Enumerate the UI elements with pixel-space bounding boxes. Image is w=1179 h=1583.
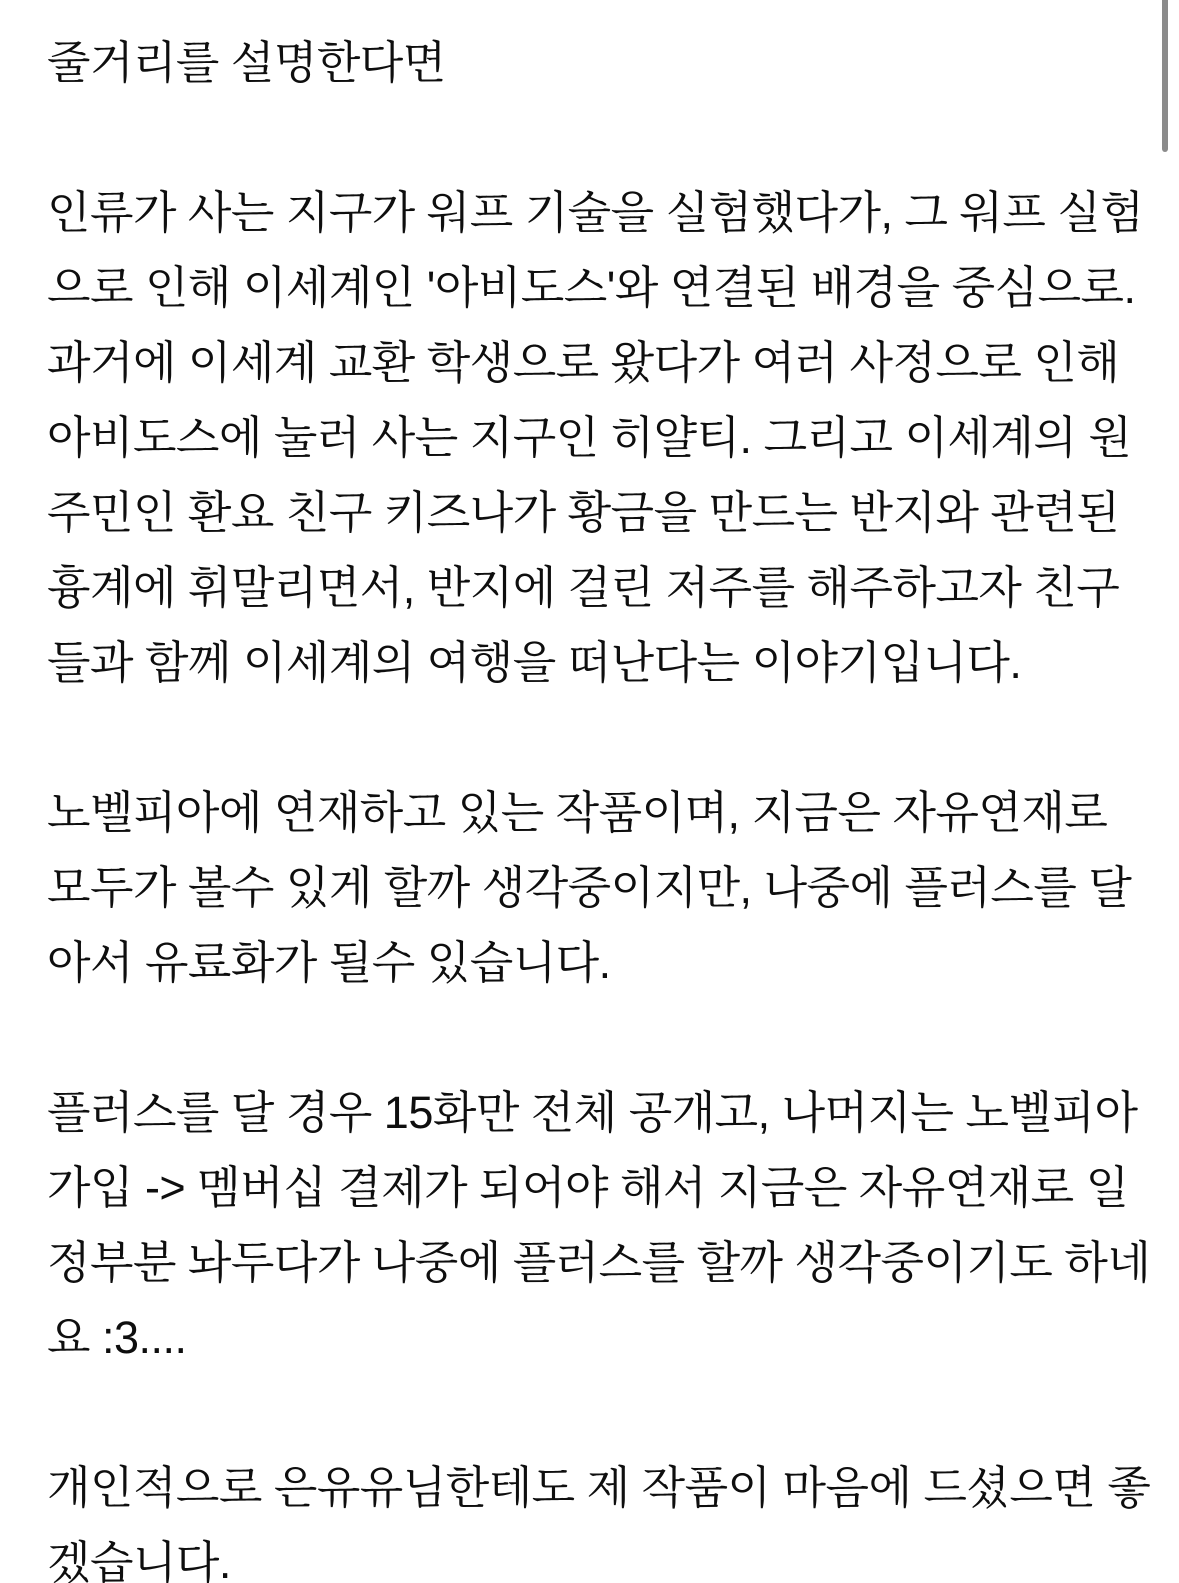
scrollbar-thumb[interactable]: [1162, 0, 1168, 152]
text-line: 주민인 환요 친구 키즈나가 황금을 만드는 반지와 관련된: [47, 487, 1120, 538]
text-line: 정부분 놔두다가 나중에 플러스를 할까 생각중이기도 하네: [47, 1237, 1151, 1288]
text-line: 가입 -> 멤버십 결제가 되어야 해서 지금은 자유연재로 일: [47, 1162, 1129, 1213]
paragraph: [47, 1075, 1151, 1375]
text-line: 흉계에 휘말리면서, 반지에 걸린 저주를 해주하고자 친구: [47, 562, 1120, 613]
paragraph: [47, 775, 1137, 1000]
text-line: 들과 함께 이세계의 여행을 떠난다는 이야기입니다.: [47, 637, 1022, 688]
text-line: 아서 유료화가 될수 있습니다.: [47, 937, 611, 988]
paragraph: [47, 175, 1144, 700]
text-line: 모두가 볼수 있게 할까 생각중이지만, 나중에 플러스를 달: [47, 862, 1132, 913]
text-line: 인류가 사는 지구가 워프 기술을 실험했다가, 그 워프 실험: [47, 187, 1144, 238]
text-line: 아비도스에 눌러 사는 지구인 히얄티. 그리고 이세계의 원: [47, 412, 1132, 463]
text-line: 노벨피아에 연재하고 있는 작품이며, 지금은 자유연재로: [47, 787, 1108, 838]
paragraphs-container: [47, 175, 1151, 1583]
text-line: 겠습니다.: [47, 1537, 231, 1583]
document-title: 줄거리를 설명한다면: [47, 37, 446, 88]
text-line: 과거에 이세계 교환 학생으로 왔다가 여러 사정으로 인해: [47, 337, 1120, 388]
text-line: 으로 인해 이세계인 '아비도스'와 연결된 배경을 중심으로.: [47, 262, 1136, 313]
text-line: 요 :3....: [47, 1312, 187, 1363]
paragraph: [47, 1450, 1151, 1583]
text-line: 플러스를 달 경우 15화만 전체 공개고, 나머지는 노벨피아: [47, 1087, 1138, 1138]
text-line: 개인적으로 은유유님한테도 제 작품이 마음에 드셨으면 좋: [47, 1462, 1151, 1513]
